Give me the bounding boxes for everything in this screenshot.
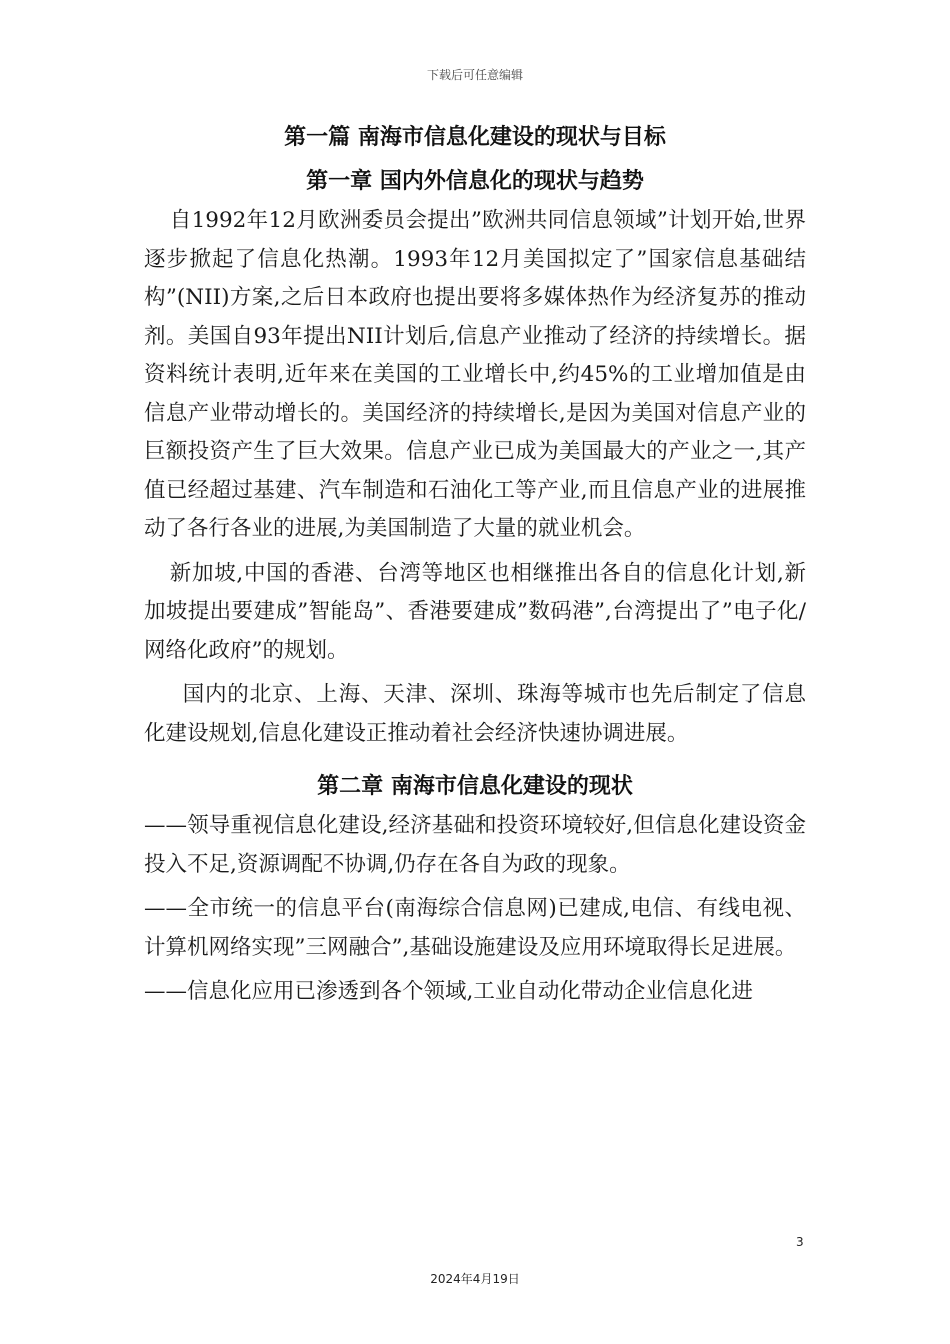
chapter-1-paragraph-1: 自1992年12月欧洲委员会提出”欧洲共同信息领域”计划开始,世界逐步掀起了信息化热潮。1993年12月美国拟定了”国家信息基础结构”(NII)方案,之后日本政府也提出要将多媒体热作为经济复苏的推动剂。美国自93年提出NII计划后,信息产业推动了经济的持续增长。据资料统计表明,近年来在美国的工业增长中,约45%的工业增加值是由信息产业带动增长的。美国经济的持续增长,是因为美国对信息产业的巨额投资产生了巨大效果。信息产业已成为美国最大的产业之一,其产值已经超过基建、汽车制造和石油化工等产业,而且信息产业的进展推动了各行各业的进展,为美国制造了大量的就业机会。 <box>144 208 806 541</box>
header-note: 下载后可任意编辑 <box>426 68 523 82</box>
document-body <box>144 118 806 1012</box>
chapter-1-title: 第一章 国内外信息化的现状与趋势 <box>306 169 644 194</box>
chapter-1-paragraph-2: 新加坡,中国的香港、台湾等地区也相继推出各自的信息化计划,新加坡提出要建成”智能岛”、香港要建成”数码港”,台湾提出了”电子化/网络化政府”的规划。 <box>144 560 806 663</box>
page-number: 3 <box>796 1235 804 1249</box>
chapter-2-title: 第二章 南海市信息化建设的现状 <box>317 774 633 799</box>
chapter-1-paragraph-3: 国内的北京、上海、天津、深圳、珠海等城市也先后制定了信息化建设规划,信息化建设正推动着社会经济快速协调进展。 <box>144 682 806 746</box>
chapter-2-paragraph-2: ——全市统一的信息平台(南海综合信息网)已建成,电信、有线电视、计算机网络实现”三网融合”,基础设施建设及应用环境取得长足进展。 <box>144 896 806 960</box>
part-title: 第一篇 南海市信息化建设的现状与目标 <box>284 125 666 150</box>
chapter-2-paragraph-1: ——领导重视信息化建设,经济基础和投资环境较好,但信息化建设资金投入不足,资源调配不协调,仍存在各自为政的现象。 <box>144 813 806 877</box>
chapter-2-paragraph-3: ——信息化应用已渗透到各个领域,工业自动化带动企业信息化进 <box>144 979 753 1004</box>
footer-date: 2024年4月19日 <box>430 1272 520 1286</box>
